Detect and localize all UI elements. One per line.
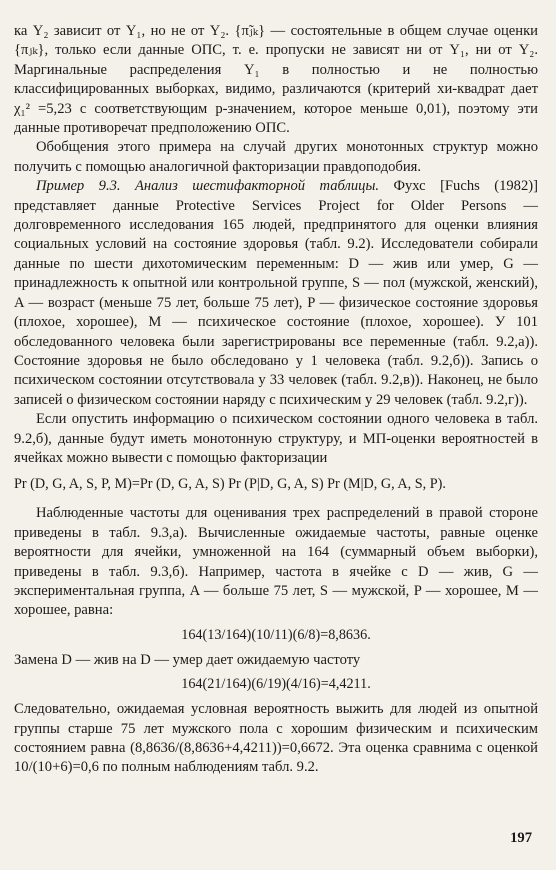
formula-expected-alive: 164(13/164)(10/11)(6/8)=8,8636. <box>181 626 371 643</box>
formula-expected-dead: 164(21/164)(6/19)(4/16)=4,4211. <box>181 676 371 693</box>
paragraph-1: ка Y₂ зависит от Y₁, но не от Y₂. {π̃ⱼₖ} — состоятельные в общем случае оценки {πⱼₖ}, только если данные ОПС, т. е. пропуски не зависят ни от Y₁, ни от Y₂. Маргинальные распределения Y₁ в полностью и не полностью классифицированных выборках, видимо, различаются (критерий хи-квадрат дает χ₁² =5,23 с соответствующим p-значением, которое меньше 0,01), поэтому эти данные противоречат предположению ОПС. <box>14 23 538 137</box>
page-number: 197 <box>510 830 532 846</box>
paragraph-6: Замена D — жив на D — умер дает ожидаемую частоту <box>14 651 361 668</box>
paragraph-2: Обобщения этого примера на случай других монотонных структур можно получить с помощью аналогичной факторизации правдоподобия. <box>14 139 538 175</box>
paragraph-example-9-3: Пример 9.3. Анализ шестифакторной таблицы. Фухс [Fuchs (1982)] представляет данные Protective Services Project for Older Persons — долговременного исследования 165 людей, предпринятого для оценки влияния социальных условий на состояние здоровья (табл. 9.2). Исследователи собирали данные по шести дихотомическим переменным: D — жив или умер, G — принадлежность к опытной или контрольной группе, S — пол (мужской, женский), A — возраст (меньше 75 лет, больше 75 лет), P — физическое состояние здоровья (плохое, хорошее), M — психическое состояние (плохое, хорошее). У 101 обследованного человека были зарегистрированы все переменные (табл. 9.2,а)). Состояние здоровья не было обследовано у 1 человека (табл. 9.2,б)). Запись о психическом состоянии отсутствовала у 33 человек (табл. 9.2,в)). Наконец, не было записей о физическом состоянии наряду с психическим у 29 человек (табл. 9.2,г)). <box>14 178 538 408</box>
example-heading: Пример 9.3. Анализ шестифакторной таблицы. <box>36 178 380 195</box>
paragraph-5: Наблюденные частоты для оценивания трех распределений в правой стороне приведены в табл. 9.3,а). Вычисленные ожидаемые частоты, равные оценке вероятности для ячейки, умноженной на 164 (суммарный объем выборки), приведены в табл. 9.3,б). Например, частота в ячейке с D — жив, G — экспериментальная группа, A — больше 75 лет, S — мужской, P — хорошее, M — хорошее, равна: <box>14 505 538 619</box>
paragraph-4: Если опустить информацию о психическом состоянии одного человека в табл. 9.2,б), данные будут иметь монотонную структуру, и МП-оценки вероятностей в ячейках можно вывести с помощью факторизации <box>14 411 538 466</box>
paragraph-7: Следовательно, ожидаемая условная вероятность выжить для людей из опытной группы старше 75 лет мужского пола с хорошим физическим и психическим состоянием равна (8,8636/(8,8636+4,4211))=0,6672. Эта оценка сравнима с оценкой 10/(10+6)=0,6 по полным наблюдениям табл. 9.2. <box>14 701 538 776</box>
factorization-formula: Pr (D, G, A, S, P, M)=Pr (D, G, A, S) Pr (P|D, G, A, S) Pr (M|D, G, A, S, P). <box>14 476 446 493</box>
